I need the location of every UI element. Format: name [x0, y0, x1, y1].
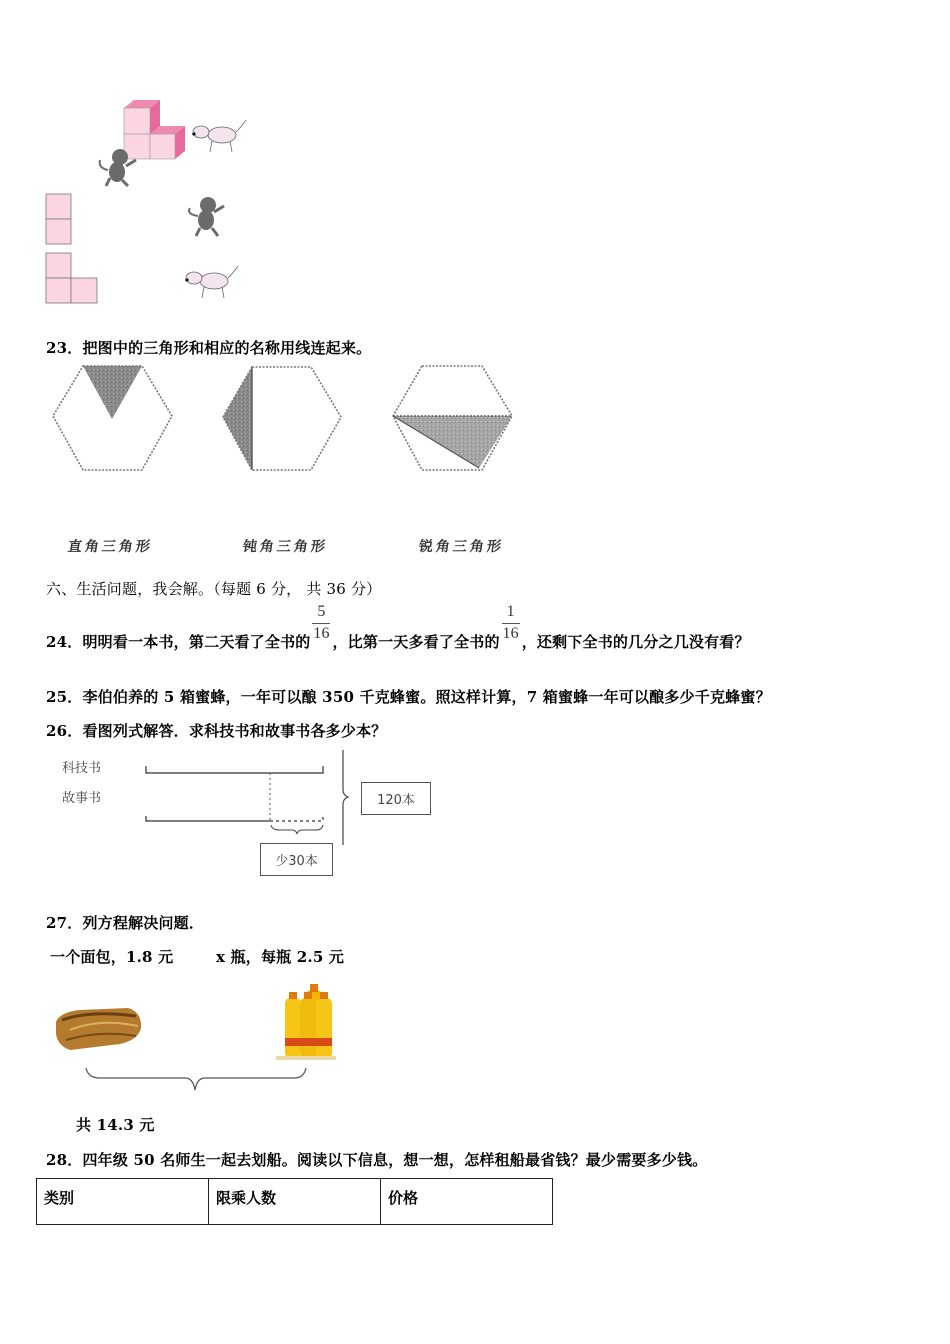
- q27-text: 27．列方程解决问题．: [46, 914, 205, 932]
- section-6-title: 六、生活问题，我会解。（每题 6 分， 共 36 分）: [46, 580, 382, 598]
- dog-icon: [193, 120, 247, 152]
- label-story-books: 故事书: [62, 791, 102, 806]
- q23-text: 23．把图中的三角形和相应的名称用线连起来。: [46, 339, 372, 357]
- cube-stack-icon: [124, 100, 185, 159]
- q28-text: 28．四年级 50 名师生一起去划船。阅读以下信息，想一想，怎样租船最省钱？最少需要多少钱。: [46, 1151, 708, 1169]
- label-acute-triangle: 锐角三角形: [417, 539, 505, 555]
- q22-figure: [40, 90, 280, 310]
- header-capacity: 限乘人数: [209, 1179, 381, 1225]
- bread-price-label: 一个面包，1.8 元: [50, 948, 174, 966]
- table-header-row: [37, 1179, 553, 1225]
- header-category: 类别: [37, 1179, 209, 1225]
- q25-text: 25．李伯伯养的 5 箱蜜蜂，一年可以酿 350 千克蜂蜜。照这样计算，7 箱蜜蜂一年可以酿多少千克蜂蜜？: [46, 688, 771, 706]
- bread-icon: [56, 1008, 141, 1050]
- q24-part1: 24．明明看一本书，第二天看了全书的: [46, 633, 311, 651]
- view-front-squares: [46, 194, 71, 244]
- q24-part3: ，还剩下全书的几分之几没有看？: [521, 633, 750, 651]
- q24-text: [46, 603, 750, 652]
- fraction-5-16: $\frac{5}{16}$: [313, 603, 330, 642]
- total-120-box: 120本: [361, 782, 431, 815]
- bread-juice-figure: [40, 975, 360, 1095]
- view-side-l-shape: [46, 253, 97, 303]
- dog-icon: [186, 266, 239, 298]
- q27-figure: [40, 975, 360, 1095]
- hexagon-obtuse-triangle: [393, 366, 512, 470]
- boat-rental-table: [36, 1178, 553, 1225]
- label-right-triangle: 直角三角形: [66, 539, 154, 555]
- q24-part2: ，比第一天多看了全书的: [332, 633, 500, 651]
- monkey-icon: [189, 197, 224, 236]
- total-price-label: 共 14.3 元: [76, 1116, 155, 1134]
- juice-price-label: x 瓶，每瓶 2.5 元: [216, 948, 345, 966]
- label-obtuse-triangle: 钝角三角形: [241, 539, 329, 555]
- label-science-books: 科技书: [62, 761, 102, 776]
- header-price: 价格: [381, 1179, 553, 1225]
- fraction-1-16: $\frac{1}{16}$: [502, 603, 519, 642]
- diff-30-box: 少30本: [260, 843, 333, 876]
- q26-text: 26．看图列式解答．求科技书和故事书各多少本？: [46, 722, 387, 740]
- hexagon-acute-triangle: [53, 366, 172, 470]
- segment-diagram: [0, 740, 450, 890]
- q26-line-diagram: [0, 740, 450, 890]
- juice-bottles-icon: [276, 984, 336, 1060]
- cube-views-figure: [40, 90, 280, 310]
- hexagon-right-triangle: [223, 367, 341, 470]
